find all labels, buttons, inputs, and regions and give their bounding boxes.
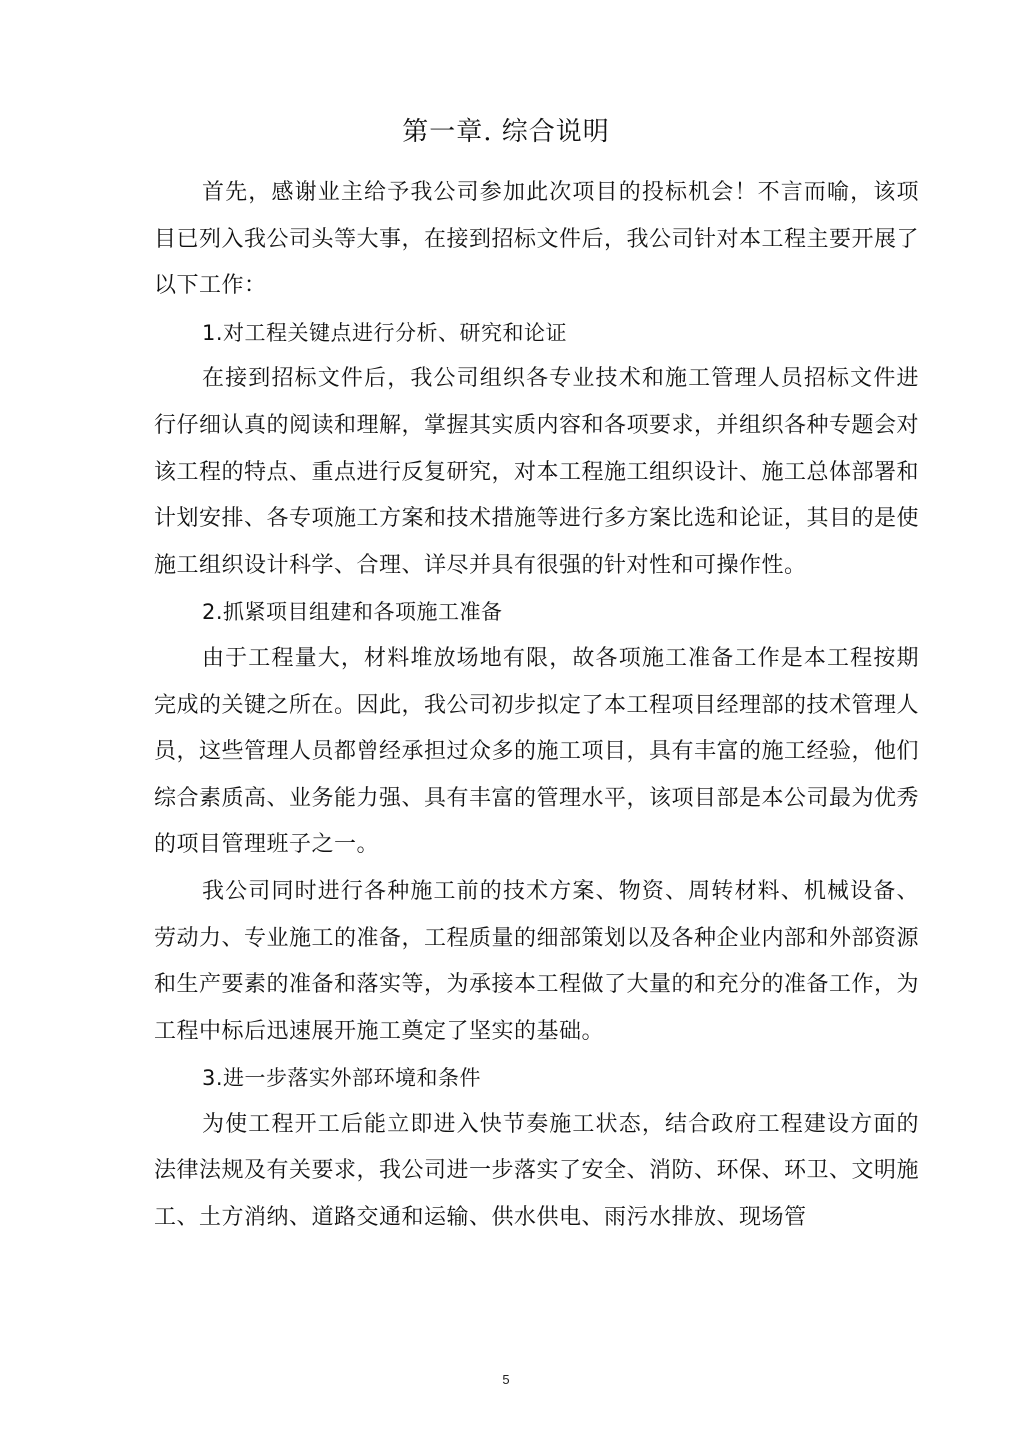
document-body	[154, 170, 919, 1242]
body-paragraph: 首先，感谢业主给予我公司参加此次项目的投标机会！不言而喻，该项目已列入我公司头等大事，在接到招标文件后，我公司针对本工程主要开展了以下工作：	[154, 180, 920, 299]
page-number: 5	[502, 1372, 510, 1387]
section-heading-2: 2.抓紧项目组建和各项施工准备	[202, 600, 503, 625]
body-paragraph: 我公司同时进行各种施工前的技术方案、物资、周转材料、机械设备、劳动力、专业施工的准备，工程质量的细部策划以及各种企业内部和外部资源和生产要素的准备和落实等，为承接本工程做了大量的和充分的准备工作，为工程中标后迅速展开施工奠定了坚实的基础。	[154, 878, 920, 1044]
section-heading-3: 3.进一步落实外部环境和条件	[202, 1066, 482, 1091]
body-paragraph: 在接到招标文件后，我公司组织各专业技术和施工管理人员招标文件进行仔细认真的阅读和理解，掌握其实质内容和各项要求，并组织各种专题会对该工程的特点、重点进行反复研究，对本工程施工组织设计、施工总体部署和计划安排、各专项施工方案和技术措施等进行多方案比选和论证，其目的是使施工组织设计科学、合理、详尽并具有很强的针对性和可操作性。	[154, 366, 920, 578]
chapter-title: 第一章. 综合说明	[402, 117, 610, 147]
body-paragraph: 由于工程量大，材料堆放场地有限，故各项施工准备工作是本工程按期完成的关键之所在。因此，我公司初步拟定了本工程项目经理部的技术管理人员，这些管理人员都曾经承担过众多的施工项目，具有丰富的施工经验，他们综合素质高、业务能力强、具有丰富的管理水平，该项目部是本公司最为优秀的项目管理班子之一。	[154, 645, 920, 858]
body-paragraph: 为使工程开工后能立即进入快节奏施工状态，结合政府工程建设方面的法律法规及有关要求，我公司进一步落实了安全、消防、环保、环卫、文明施工、土方消纳、道路交通和运输、供水供电、雨污水排放、现场管	[154, 1111, 920, 1231]
section-heading-1: 1.对工程关键点进行分析、研究和论证	[202, 320, 568, 345]
